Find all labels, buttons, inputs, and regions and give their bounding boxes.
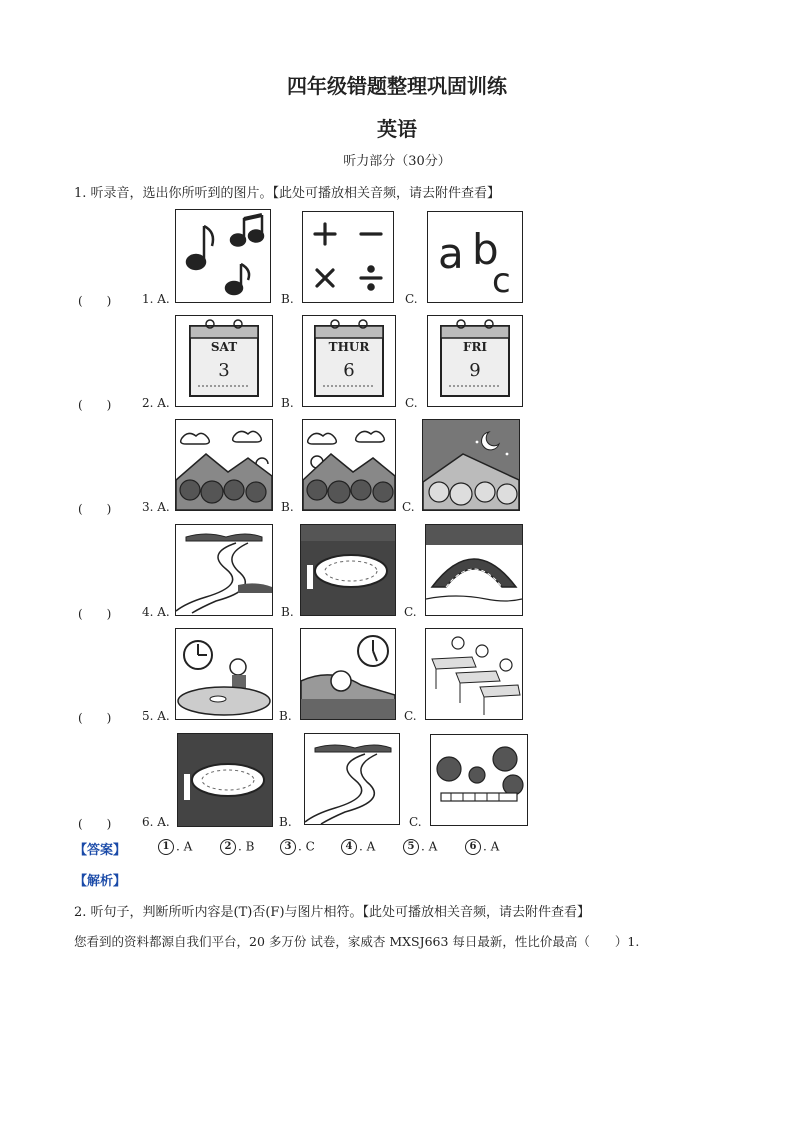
row-5-option-c: C.: [404, 709, 417, 723]
cloud-icon: [181, 433, 210, 444]
answer-item: [465, 839, 499, 855]
lake-picture-2: [177, 733, 273, 827]
lake-picture: [300, 524, 396, 616]
answer-item: [158, 839, 192, 855]
cloud-icon: [233, 431, 262, 442]
calendar-sat-picture: [175, 315, 273, 407]
answer-value: . C: [298, 839, 315, 854]
answer-value: . A: [421, 839, 438, 854]
row-5-label: 5. A.: [142, 709, 170, 723]
river-picture-2: [304, 733, 400, 825]
answer-number: 1: [158, 839, 174, 855]
math-symbols-icon: [303, 212, 393, 302]
calendar-icon: [428, 316, 522, 406]
river-picture: [175, 524, 273, 616]
answer-item: [403, 839, 437, 855]
answer-value: . A: [176, 839, 193, 854]
row-2-option-c: C.: [405, 396, 418, 410]
math-symbols-picture: [302, 211, 394, 303]
cloud-icon: [356, 431, 385, 442]
garden-picture: [430, 734, 528, 826]
answer-blank-6[interactable]: ( ): [78, 817, 112, 831]
music-notes-icon: [176, 210, 270, 302]
row-1-label: 1. A.: [142, 292, 170, 306]
row-5-option-b: B.: [279, 709, 292, 723]
calendar-date: 3: [218, 360, 230, 381]
letter-b: b: [472, 225, 499, 274]
row-3-option-c: C.: [402, 500, 415, 514]
answer-blank-1[interactable]: ( ): [78, 294, 112, 308]
sunrise-landscape-picture: [175, 419, 273, 511]
row-4-option-c: C.: [404, 605, 417, 619]
row-2-option-b: B.: [281, 396, 294, 410]
calendar-date: 6: [343, 360, 355, 381]
answer-value: . A: [483, 839, 500, 854]
answer-number: 4: [341, 839, 357, 855]
row-6-option-c: C.: [409, 815, 422, 829]
answer-value: . B: [238, 839, 255, 854]
row-1-option-c: C.: [405, 292, 418, 306]
answer-blank-5[interactable]: ( ): [78, 711, 112, 725]
answer-number: 6: [465, 839, 481, 855]
row-1-option-b: B.: [281, 292, 294, 306]
answer-number: 2: [220, 839, 236, 855]
calendar-date: 9: [469, 360, 481, 381]
answer-blank-2[interactable]: ( ): [78, 398, 112, 412]
calendar-fri-picture: [427, 315, 523, 407]
row-6-label: 6. A.: [142, 815, 170, 829]
cloud-icon: [308, 433, 337, 444]
row-2-label: 2. A.: [142, 396, 170, 410]
answer-tag: 【答案】: [74, 843, 127, 858]
answer-item: [280, 839, 315, 855]
calendar-icon: [303, 316, 395, 406]
row-4-label: 4. A.: [142, 605, 170, 619]
calendar-day: SAT: [210, 340, 238, 354]
calendar-icon: [176, 316, 272, 406]
music-notes-picture: [175, 209, 271, 303]
question-1-prompt: 1. 听录音，选出你所听到的图片。【此处可播放相关音频，请去附件查看】: [74, 186, 501, 201]
answer-blank-4[interactable]: ( ): [78, 607, 112, 621]
row-4-option-b: B.: [281, 605, 294, 619]
night-landscape-picture: [422, 419, 520, 511]
bed-clock-picture: [300, 628, 396, 720]
star-icon: [506, 453, 509, 456]
analysis-tag: 【解析】: [74, 874, 127, 889]
letter-a: a: [438, 229, 464, 278]
letter-c: c: [492, 261, 511, 301]
page-title: 四年级错题整理巩固训练: [287, 74, 507, 98]
row-3-label: 3. A.: [142, 500, 170, 514]
classroom-picture: [425, 628, 523, 720]
breakfast-clock-picture: [175, 628, 273, 720]
answer-blank-3[interactable]: ( ): [78, 502, 112, 516]
star-icon: [476, 441, 479, 444]
calendar-thur-picture: [302, 315, 396, 407]
sun-icon: [256, 458, 268, 464]
question-2-line: 您看到的资料都源自我们平台，20 多万份 试卷，家威杏 MXSJ663 每日最新，性比价最高（ ）1.: [74, 934, 640, 949]
letters-abc-picture: [427, 211, 523, 303]
answer-number: 3: [280, 839, 296, 855]
subject-title: 英语: [377, 117, 417, 141]
calendar-day: THUR: [328, 340, 370, 354]
calendar-day: FRI: [462, 340, 488, 354]
row-6-option-b: B.: [279, 815, 292, 829]
question-2-prompt: 2. 听句子，判断所听内容是(T)否(F)与图片相符。【此处可播放相关音频，请去附件查看】: [74, 905, 591, 920]
bridge-picture: [425, 524, 523, 616]
noon-landscape-picture: [302, 419, 396, 511]
answer-value: . A: [359, 839, 376, 854]
row-3-option-b: B.: [281, 500, 294, 514]
answer-number: 5: [403, 839, 419, 855]
section-title: 听力部分（30分）: [343, 154, 451, 169]
answer-item: [220, 839, 254, 855]
answer-item: [341, 839, 375, 855]
